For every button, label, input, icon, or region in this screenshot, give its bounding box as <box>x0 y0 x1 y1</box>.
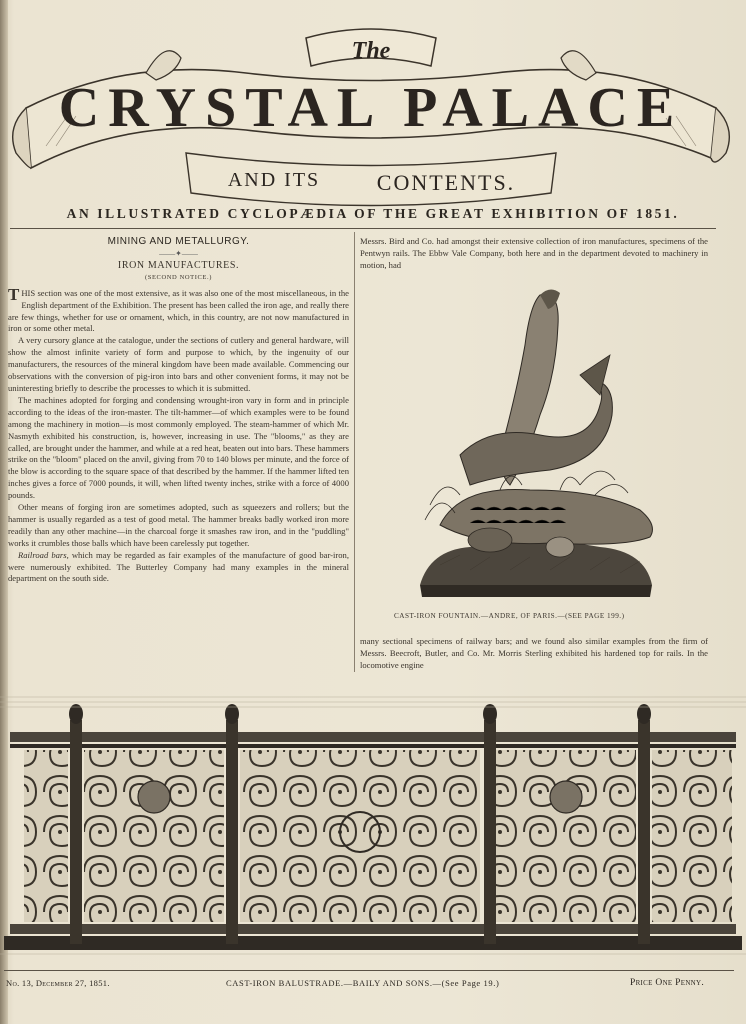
paragraph: Messrs. Bird and Co. had amongst their extensive collection of iron manufactures, specimens of the Pentwyn rails. The Ebbw Vale Company, both here and in the department devoted to machinery in motion, had <box>360 236 708 270</box>
article-right-column-top <box>360 236 708 272</box>
ornament-divider: ——✦—— <box>159 248 198 258</box>
column-divider <box>354 232 355 672</box>
issue-info: No. 13, December 27, 1851. <box>6 978 110 988</box>
cast-iron-balustrade-engraving <box>0 692 746 964</box>
article-title: IRON MANUFACTURES. <box>117 259 240 271</box>
paragraph: Other means of forging iron are sometimes adopted, such as squeezers and rollers; but the hammer is usually regarded as a test of good metal. The hammer breaks badly worked iron more readily than any other machine—in the charcoal forge it smashes raw iron, and in the "puddling" works it crumbles those balls which have been carelessly put together. <box>8 502 349 548</box>
cast-iron-fountain-engraving <box>400 285 668 605</box>
paragraph: A very cursory glance at the catalogue, under the sections of cutlery and general hardware, will show the almost infinite variety of form and purpose to which, by the ingenuity of our manufacturers, the resources of the mineral kingdom have been made available. Commencing our observations with the conversion of pig-iron into bars and other convenient forms, it may not be uninteresting briefly to describe the processes to which it is submitted. <box>8 335 349 393</box>
footer-rule <box>4 970 734 971</box>
paragraph: many sectional specimens of railway bars; and we found also similar examples from the firm of Messrs. Beecroft, Butler, and Co. Mr. Morris Sterling exhibited his hardened top for rails. In the locomotive engine <box>360 636 708 670</box>
masthead-subtitle: AN ILLUSTRATED CYCLOPÆDIA OF THE GREAT EXHIBITION OF 1851. <box>66 206 680 221</box>
masthead-and-its: AND ITS <box>227 169 321 191</box>
drop-cap: T <box>8 284 20 304</box>
article-right-column-bottom <box>360 636 708 672</box>
masthead-contents: CONTENTS. <box>376 170 516 195</box>
paragraph: The machines adopted for forging and condensing wrought-iron vary in form and in principle according to the ideas of the iron-master. The tilt-hammer—of which examples were to be found among the machinery in motion—is most commonly employed. The steam-hammer of which Mr. Nasmyth exhibited his construction, is, however, increasing in use. The "blooms," as they are called, are brought under the hammer, and while at a red heat, beaten out into bars. These hammers strike on the "bloom" placed on the anvil, giving from 70 to 140 blows per minute, and the force of the blow is according to the square space of that described by the hammer. If the hammer lifted ten inches gives a force of 7000 pounds, it will, when lifted twenty inches, strike with a force of 4000 pounds. <box>8 394 349 501</box>
header-rule <box>10 228 716 229</box>
masthead-the: The <box>351 38 391 64</box>
price-label: Price One Penny. <box>630 978 705 988</box>
masthead-banner <box>6 18 736 208</box>
balustrade-caption: CAST-IRON BALUSTRADE.—BAILY AND SONS.—(See Page 19.) <box>226 978 500 988</box>
section-heading: MINING AND METALLURGY. <box>107 236 250 247</box>
masthead-title: CRYSTAL PALACE <box>58 77 684 139</box>
article-note: (SECOND NOTICE.) <box>144 273 212 281</box>
fountain-caption: CAST-IRON FOUNTAIN.—ANDRE, OF PARIS.—(SEE PAGE 199.) <box>394 612 625 620</box>
paragraph: Railroad bars, which may be regarded as fair examples of the manufacture of good bar-iron, were numerously exhibited. The Butterley Company had many examples in the mineral department on the south side. <box>8 549 349 584</box>
article-left-column <box>8 236 349 585</box>
paragraph: THIS section was one of the most extensive, as it was also one of the most miscellaneous, in the English department of the Exhibition. The present has been called the iron age, and really there are few things, whether for use or ornament, which, in this country, are not now manufactured in iron or some other metal. <box>8 284 349 334</box>
